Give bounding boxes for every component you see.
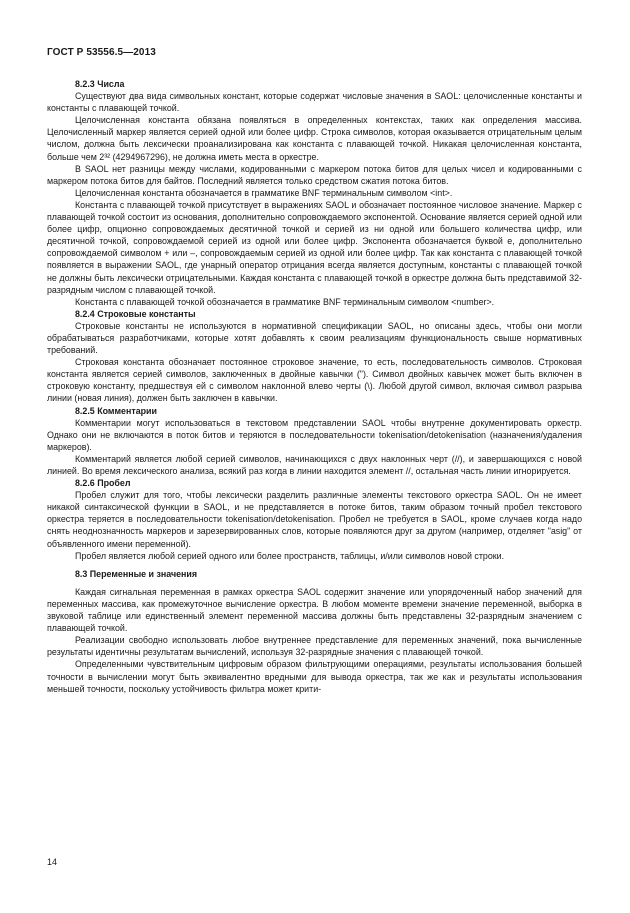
- section-heading-8-2-4: 8.2.4 Строковые константы: [75, 308, 196, 319]
- paragraph: Комментарии могут использоваться в текстовом представлении SAOL чтобы внутренне документировать оркестр. Однако они не включаются в поток битов и теряются в последовательности tokenisation/detokenisation (назначения/удаления маркеров).: [47, 417, 582, 452]
- paragraph: В SAOL нет разницы между числами, кодированными с маркером потока битов для целых чисел и кодированными с маркером потока битов для байтов. Последний является только средством сжатия потока битов.: [47, 163, 582, 186]
- paragraph: Пробел является любой серией одного или более пространств, таблицы, и/или символов новой строки.: [75, 550, 505, 561]
- section-heading-8-3: 8.3 Переменные и значения: [75, 568, 198, 579]
- paragraph: Константа с плавающей точкой присутствует в выражениях SAOL и обозначает постоянное числовое значение. Маркер с плавающей точкой состоит из основания, дополнительно сопровождаемого экспонентой. Основание является серией одной или более цифр, опционно сопровождаемых десятичной точкой и серией из ни одной или большего количества цифр, или десятичной точкой, сопровождаемой серией из одной или более цифр. Экспонента обозначается буквой е, дополнительно сопровождаемой символом + или –, сопровождаемым серией из одной или более цифр. Так как константа с плавающей точкой появляется в выражении SAOL, где унарный оператор отрицания всегда является доступным, константы с плавающей точкой не должны быть лексически отрицательными. Каждая константа с плавающей точкой в оркестре должна быть представимой 32-разрядным числом с плавающей точкой.: [47, 199, 582, 295]
- paragraph: Определенными чувствительным цифровым образом фильтрующими операциями, результаты использования большей точности в вычислении могут быть эквивалентно вредными для вывода оркестра, так же как и результаты использования меньшей точности, поскольку устойчивость фильтра может крити-: [47, 659, 582, 694]
- paragraph: Константа с плавающей точкой обозначается в грамматике BNF терминальным символом <number>.: [75, 296, 495, 307]
- paragraph: Существуют два вида символьных констант, которые содержат числовые значения в SAOL: целочисленные константы и константы с плавающей точкой.: [47, 91, 582, 114]
- section-heading-8-2-5: 8.2.5 Комментарии: [75, 405, 157, 416]
- document-body: [47, 78, 582, 695]
- section-heading-8-2-6: 8.2.6 Пробел: [75, 478, 131, 489]
- section-heading-8-2-3: 8.2.3 Числа: [75, 79, 125, 89]
- paragraph: Строковые константы не используются в нормативной спецификации SAOL, но описаны здесь, чтобы они могли обрабатываться разработчиками, которые хотят добавлять к своим реализациям функциональность свыше нормативных требований.: [47, 320, 582, 356]
- page-number: 14: [47, 857, 58, 867]
- paragraph: Каждая сигнальная переменная в рамках оркестра SAOL содержит значение или упорядоченный набор значений для переменных массива, как промежуточное вычисление оркестра. В любом моменте времени значение переменной, выборка в звуковой таблице или единственный элемент переменной массива должны быть представлены 32-разрядным значением с плавающей точкой.: [47, 586, 582, 634]
- paragraph: Комментарий является любой серией символов, начинающихся с двух наклонных черт (//), и завершающихся с новой линией. Во время лексического анализа, всякий раз когда в линии находится элемент //, остальная часть линии игнорируется.: [47, 453, 582, 476]
- paragraph: Пробел служит для того, чтобы лексически разделить различные элементы текстового оркестра SAOL. Он не имеет никакой синтаксической функции в SAOL, и не представляется в потоке битов, таким образом точный пробел текстового оркестра теряется в последовательности tokenisation/detokenisation. Пробел не требуется в SAOL, кроме случаев когда надо снять неоднозначность маркеров и зарезервированных слов, которые появляются друг за другом (например, отделяет "asig" от объявленного имени переменной).: [47, 490, 582, 549]
- paragraph: Целочисленная константа обязана появляться в определенных контекстах, таких как определения массива. Целочисленный маркер является серией одной или более цифр. Строка символов, которая оказывается отрицательным целым числом, должна быть лексически проанализирована как константа с плавающей точкой. Никакая целочисленная константа, больше чем 2³² (4294967296), не должна иметь места в оркестре.: [47, 115, 582, 162]
- paragraph: Реализации свободно использовать любое внутреннее представление для переменных значений, пока вычисленные результаты идентичны результатам вычислений, используя 32-разрядные значения с плавающей точкой.: [47, 635, 582, 658]
- paragraph: Строковая константа обозначает постоянное строковое значение, то есть, последовательность символов. Строковая константа является серией символов, заключенных в двойные кавычки ("). Символ двойных кавычек может быть включен в строковую константу, предшествуя ей с символом наклонной влево черты (\). Любой другой символ, включая символ разрыва линии (новая линия), должен быть заключен в кавычки.: [47, 357, 582, 404]
- standard-header: ГОСТ Р 53556.5—2013: [47, 47, 156, 58]
- paragraph: Целочисленная константа обозначается в грамматике BNF терминальным символом <int>.: [75, 187, 453, 198]
